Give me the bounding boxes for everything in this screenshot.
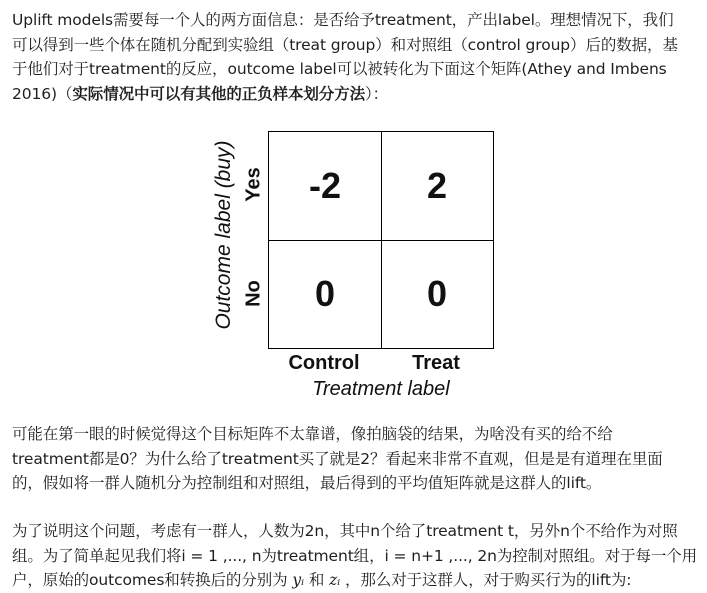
uplift-label-matrix-figure: [212, 128, 502, 408]
intro-paragraph: [12, 8, 702, 106]
col-label-control: Control: [288, 352, 360, 374]
cell-yes-control: -2: [308, 165, 341, 206]
derivation-line-2: 组。为了简单起见我们将i = 1 ,..., n为treatment组，i = n+1 ,..., 2n为控制对照组。对于每一个用: [12, 546, 698, 565]
label-matrix: [268, 131, 494, 349]
explanation-line-3: 的，假如将一群人随机分为控制组和对照组，最后得到的平均值矩阵就是这群人的lift。: [12, 474, 602, 492]
math-y-i: yᵢ: [292, 571, 305, 589]
cell-no-treat: 0: [426, 273, 448, 314]
intro-line-4-pre: 2016)（: [12, 84, 73, 103]
row-label-no: No: [242, 280, 265, 307]
intro-line-1: Uplift models需要每一个人的两方面信息：是否给予treatment，产出label。理想情况下，我们: [12, 11, 674, 29]
derivation-and: 和: [304, 571, 330, 589]
row-label-yes: Yes: [242, 167, 265, 202]
intro-line-3: 于他们对于treatment的反应，outcome label可以被转化为下面这个矩阵(Athey and Imbens: [12, 60, 667, 78]
explanation-line-1: 可能在第一眼的时候觉得这个目标矩阵不太靠谱，像拍脑袋的结果，为啥没有买的给不给: [12, 425, 613, 443]
intro-line-4: [12, 82, 702, 107]
intro-bold-note: 实际情况中可以有其他的正负样本划分方法: [72, 84, 366, 103]
explanation-paragraph: [12, 422, 702, 496]
math-z-i: zᵢ: [329, 571, 341, 589]
cell-no-control: 0: [314, 273, 336, 314]
x-axis-label: Treatment label: [312, 378, 450, 400]
derivation-line-3-post: ，那么对于这群人，对于购买行为的lift为:: [340, 571, 632, 589]
explanation-line-2: treatment都是0？为什么给了treatment买了就是2？看起来非常不直观，但是是有道理在里面: [12, 449, 663, 468]
cell-yes-treat: 2: [426, 165, 448, 206]
derivation-line-3: [12, 568, 702, 593]
intro-line-2: 可以得到一些个体在随机分配到实验组（treat group）和对照组（control group）后的数据，基: [12, 35, 678, 54]
intro-line-4-post: ）：: [365, 84, 389, 103]
y-axis-label: Outcome label (buy): [212, 140, 235, 330]
derivation-line-1: 为了说明这个问题，考虑有一群人，人数为2n，其中n个给了treatment t，另外n个不给作为对照: [12, 522, 678, 540]
derivation-line-3-pre: 户，原始的outcomes和转换后的分别为: [12, 571, 293, 589]
col-label-treat: Treat: [412, 352, 460, 374]
derivation-paragraph: [12, 519, 702, 593]
